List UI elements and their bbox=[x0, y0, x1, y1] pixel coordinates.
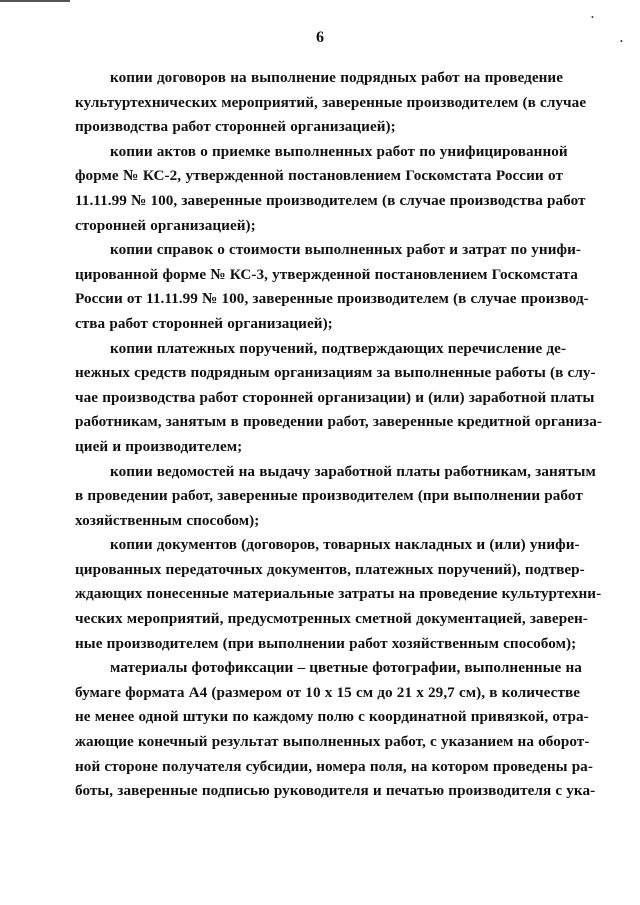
paragraph-line: цированной форме № КС-3, утвержденной постановлением Госкомстата bbox=[75, 265, 578, 283]
paragraph-line: бумаге формата А4 (размером от 10 х 15 см до 21 х 29,7 см), в количестве bbox=[75, 683, 580, 701]
paragraph-line: копии ведомостей на выдачу заработной платы работникам, занятым bbox=[110, 462, 596, 480]
paragraph-line: ной стороне получателя субсидии, номера поля, на котором проведены ра- bbox=[75, 757, 593, 775]
paragraph-line: копии документов (договоров, товарных накладных и (или) унифи- bbox=[110, 536, 580, 554]
paragraph-line: цией и производителем; bbox=[75, 437, 243, 455]
paragraph-line: боты, заверенные подписью руководителя и печатью производителя с ука- bbox=[75, 782, 596, 800]
paragraph-line: копии договоров на выполнение подрядных работ на проведение bbox=[110, 69, 563, 86]
paragraph-line: не менее одной штуки по каждому полю с координатной привязкой, отра- bbox=[75, 708, 589, 726]
paragraph bbox=[75, 656, 596, 804]
document-body bbox=[75, 66, 602, 804]
paragraph-line: ства работ сторонней организацией); bbox=[75, 314, 333, 332]
paragraph-line: 11.11.99 № 100, заверенные производителем (в случае производства работ bbox=[75, 191, 586, 209]
paragraph-line: материалы фотофиксации – цветные фотографии, выполненные на bbox=[110, 659, 582, 677]
paragraph-line: сторонней организацией); bbox=[75, 216, 256, 234]
paragraph bbox=[75, 337, 602, 460]
paragraph-line: нежных средств подрядным организациям за выполненные работы (в слу- bbox=[75, 364, 596, 382]
paragraph-line: чае производства работ сторонней организации) и (или) заработной платы bbox=[75, 388, 595, 406]
scan-edge-rule bbox=[0, 0, 70, 2]
paragraph-line: копии справок о стоимости выполненных работ и затрат по унифи- bbox=[110, 241, 581, 259]
paragraph-line: хозяйственным способом); bbox=[75, 511, 260, 529]
paragraph-line: производства работ сторонней организацией); bbox=[75, 118, 396, 136]
paragraph bbox=[75, 460, 596, 534]
paragraph-line: копии платежных поручений, подтверждающих перечисление де- bbox=[110, 339, 567, 357]
paragraph-line: копии актов о приемке выполненных работ по унифицированной bbox=[110, 142, 568, 160]
paragraph-line: России от 11.11.99 № 100, заверенные производителем (в случае производ- bbox=[75, 290, 589, 308]
paragraph bbox=[75, 238, 589, 336]
paragraph-line: работникам, занятым в проведении работ, заверенные кредитной организа- bbox=[75, 413, 602, 431]
paragraph bbox=[75, 140, 586, 238]
page-number: 6 bbox=[316, 29, 324, 46]
paragraph-line: ческих мероприятий, предусмотренных сметной документацией, заверен- bbox=[75, 610, 588, 628]
scan-speck-mark: • bbox=[591, 13, 594, 22]
paragraph-line: цированных передаточных документов, платежных поручений), подтвер- bbox=[75, 560, 585, 578]
scan-speck-mark: • bbox=[620, 37, 623, 46]
paragraph bbox=[75, 66, 587, 140]
paragraph-line: в проведении работ, заверенные производителем (при выполнении работ bbox=[75, 487, 583, 505]
paragraph-line: форме № КС-2, утвержденной постановлением Госкомстата России от bbox=[75, 167, 563, 185]
paragraph-line: культуртехнических мероприятий, заверенные производителем (в случае bbox=[75, 93, 587, 111]
paragraph bbox=[75, 533, 602, 656]
paragraph-line: ные производителем (при выполнении работ хозяйственным способом); bbox=[75, 634, 577, 652]
paragraph-line: ждающих понесенные материальные затраты на проведение культуртехни- bbox=[75, 585, 602, 603]
paragraph-line: жающие конечный результат выполненных работ, с указанием на оборот- bbox=[75, 733, 590, 751]
